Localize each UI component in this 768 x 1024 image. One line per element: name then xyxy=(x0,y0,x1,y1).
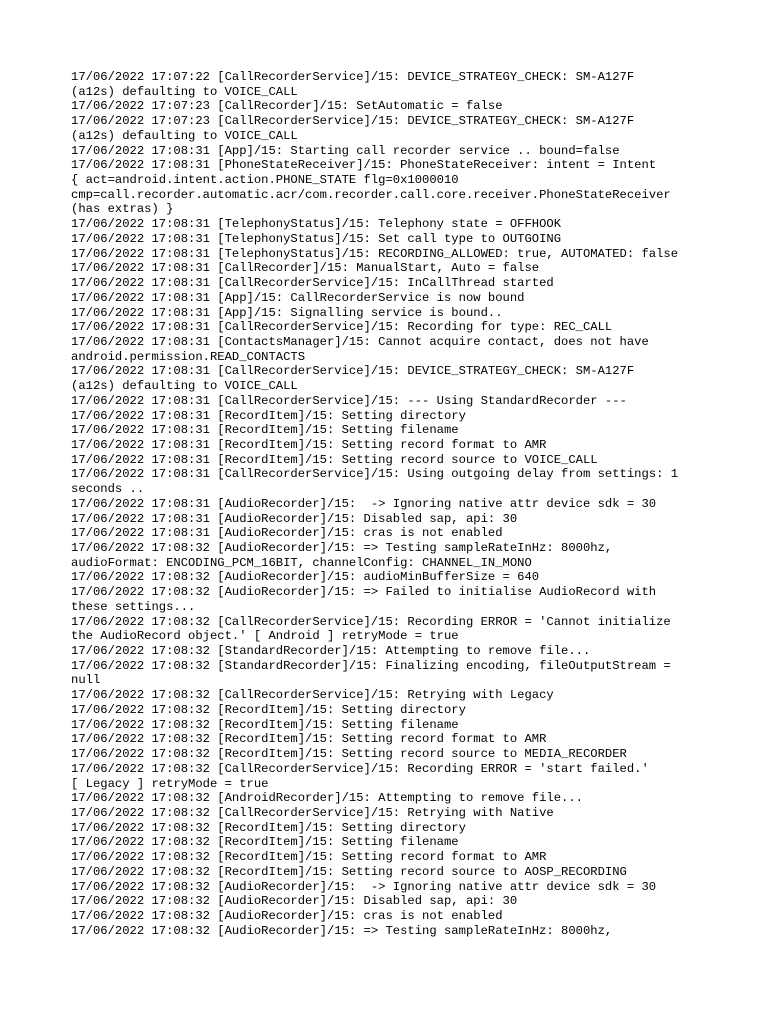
log-line: 17/06/2022 17:08:31 [AudioRecorder]/15: Disabled sap, api: 30 xyxy=(71,511,518,526)
log-line: audioFormat: ENCODING_PCM_16BIT, channelConfig: CHANNEL_IN_MONO xyxy=(71,555,532,570)
log-line: 17/06/2022 17:08:32 [AudioRecorder]/15: cras is not enabled xyxy=(71,908,503,923)
log-line: 17/06/2022 17:08:31 [TelephonyStatus]/15: RECORDING_ALLOWED: true, AUTOMATED: false xyxy=(71,246,679,261)
log-line: 17/06/2022 17:08:32 [AudioRecorder]/15: => Testing sampleRateInHz: 8000hz, xyxy=(71,541,613,555)
log-line: null xyxy=(71,673,101,688)
log-line: 17/06/2022 17:08:31 [App]/15: Signalling service is bound.. xyxy=(71,305,503,320)
log-line: 17/06/2022 17:08:31 [App]/15: CallRecorderService is now bound xyxy=(71,290,525,305)
log-line: 17/06/2022 17:08:31 [CallRecorder]/15: ManualStart, Auto = false xyxy=(71,261,540,276)
log-line: 17/06/2022 17:08:31 [AudioRecorder]/15: -> Ignoring native attr device sdk = 30 xyxy=(71,496,657,511)
log-line: 17/06/2022 17:08:32 [RecordItem]/15: Setting record source to MEDIA_RECORDER xyxy=(71,747,627,762)
log-line: 17/06/2022 17:08:32 [StandardRecorder]/15: Finalizing encoding, fileOutputStream = xyxy=(71,658,671,673)
log-line: 17/06/2022 17:08:31 [PhoneStateReceiver]/15: PhoneStateReceiver: intent = Intent xyxy=(71,158,657,173)
log-line: (a12s) defaulting to VOICE_CALL xyxy=(71,84,298,99)
log-line: 17/06/2022 17:08:32 [CallRecorderService]/15: Recording ERROR = 'Cannot initialize xyxy=(71,614,671,629)
log-line: 17/06/2022 17:08:31 [RecordItem]/15: Setting record format to AMR xyxy=(71,437,547,452)
log-line: [ Legacy ] retryMode = true xyxy=(71,776,269,791)
log-line: 17/06/2022 17:08:31 [CallRecorderService]/15: --- Using StandardRecorder --- xyxy=(71,393,627,408)
log-line: seconds .. xyxy=(71,482,145,497)
log-line: 17/06/2022 17:08:31 [RecordItem]/15: Setting filename xyxy=(71,423,459,438)
log-line: 17/06/2022 17:08:31 [AudioRecorder]/15: cras is not enabled xyxy=(71,526,503,541)
log-line: 17/06/2022 17:08:31 [RecordItem]/15: Setting directory xyxy=(71,408,466,423)
log-line: 17/06/2022 17:08:32 [RecordItem]/15: Setting directory xyxy=(71,702,466,717)
log-line: 17/06/2022 17:08:31 [App]/15: Starting call recorder service .. bound=false xyxy=(71,143,620,158)
log-line: 17/06/2022 17:08:32 [AudioRecorder]/15: Disabled sap, api: 30 xyxy=(71,894,518,909)
log-line: 17/06/2022 17:08:31 [TelephonyStatus]/15: Set call type to OUTGOING xyxy=(71,231,562,246)
log-line: 17/06/2022 17:08:32 [AudioRecorder]/15: => Failed to initialise AudioRecord with xyxy=(71,585,657,600)
log-line: these settings... xyxy=(71,599,196,614)
log-line: 17/06/2022 17:08:31 [CallRecorderService]/15: DEVICE_STRATEGY_CHECK: SM-A127F xyxy=(71,364,635,379)
log-line: 17/06/2022 17:08:32 [AudioRecorder]/15: audioMinBufferSize = 640 xyxy=(71,570,540,585)
log-line: (a12s) defaulting to VOICE_CALL xyxy=(71,128,298,143)
log-line: 17/06/2022 17:08:32 [CallRecorderService]/15: Recording ERROR = 'start failed.' xyxy=(71,761,649,776)
log-line: the AudioRecord object.' [ Android ] retryMode = true xyxy=(71,629,459,644)
log-line: cmp=call.recorder.automatic.acr/com.recorder.call.core.receiver.PhoneStateReceiver xyxy=(71,187,671,202)
log-line: android.permission.READ_CONTACTS xyxy=(71,349,306,364)
log-line: (has extras) } xyxy=(71,202,174,217)
log-line: 17/06/2022 17:08:32 [StandardRecorder]/15: Attempting to remove file... xyxy=(71,644,591,659)
log-line: 17/06/2022 17:08:32 [AndroidRecorder]/15: Attempting to remove file... xyxy=(71,791,583,806)
log-line: 17/06/2022 17:08:31 [CallRecorderService]/15: Recording for type: REC_CALL xyxy=(71,320,613,335)
log-line: 17/06/2022 17:08:32 [RecordItem]/15: Setting record source to AOSP_RECORDING xyxy=(71,864,627,879)
log-line: 17/06/2022 17:08:31 [RecordItem]/15: Setting record source to VOICE_CALL xyxy=(71,452,598,467)
log-line: 17/06/2022 17:08:31 [CallRecorderService]/15: InCallThread started xyxy=(71,276,554,291)
log-line: 17/06/2022 17:08:32 [RecordItem]/15: Setting directory xyxy=(71,820,466,835)
log-line: (a12s) defaulting to VOICE_CALL xyxy=(71,379,298,394)
log-line: 17/06/2022 17:08:32 [AudioRecorder]/15: -> Ignoring native attr device sdk = 30 xyxy=(71,879,657,894)
log-line: 17/06/2022 17:08:32 [CallRecorderService]/15: Retrying with Native xyxy=(71,805,554,820)
log-line: 17/06/2022 17:08:32 [RecordItem]/15: Setting filename xyxy=(71,835,459,850)
log-line: { act=android.intent.action.PHONE_STATE flg=0x1000010 xyxy=(71,173,459,188)
log-line: 17/06/2022 17:08:32 [RecordItem]/15: Setting record format to AMR xyxy=(71,850,547,865)
log-line: 17/06/2022 17:07:23 [CallRecorder]/15: SetAutomatic = false xyxy=(71,99,503,114)
log-line: 17/06/2022 17:08:31 [TelephonyStatus]/15: Telephony state = OFFHOOK xyxy=(71,217,562,232)
log-text-block xyxy=(71,70,711,938)
log-line: 17/06/2022 17:07:22 [CallRecorderService]/15: DEVICE_STRATEGY_CHECK: SM-A127F xyxy=(71,70,635,84)
log-line: 17/06/2022 17:08:32 [AudioRecorder]/15: => Testing sampleRateInHz: 8000hz, xyxy=(71,923,613,938)
log-line: 17/06/2022 17:08:31 [CallRecorderService]/15: Using outgoing delay from settings: 1 xyxy=(71,467,679,482)
log-line: 17/06/2022 17:08:32 [CallRecorderService]/15: Retrying with Legacy xyxy=(71,688,554,703)
log-line: 17/06/2022 17:08:32 [RecordItem]/15: Setting record format to AMR xyxy=(71,732,547,747)
log-line: 17/06/2022 17:07:23 [CallRecorderService]/15: DEVICE_STRATEGY_CHECK: SM-A127F xyxy=(71,114,635,129)
log-line: 17/06/2022 17:08:31 [ContactsManager]/15: Cannot acquire contact, does not have xyxy=(71,334,649,349)
log-line: 17/06/2022 17:08:32 [RecordItem]/15: Setting filename xyxy=(71,717,459,732)
